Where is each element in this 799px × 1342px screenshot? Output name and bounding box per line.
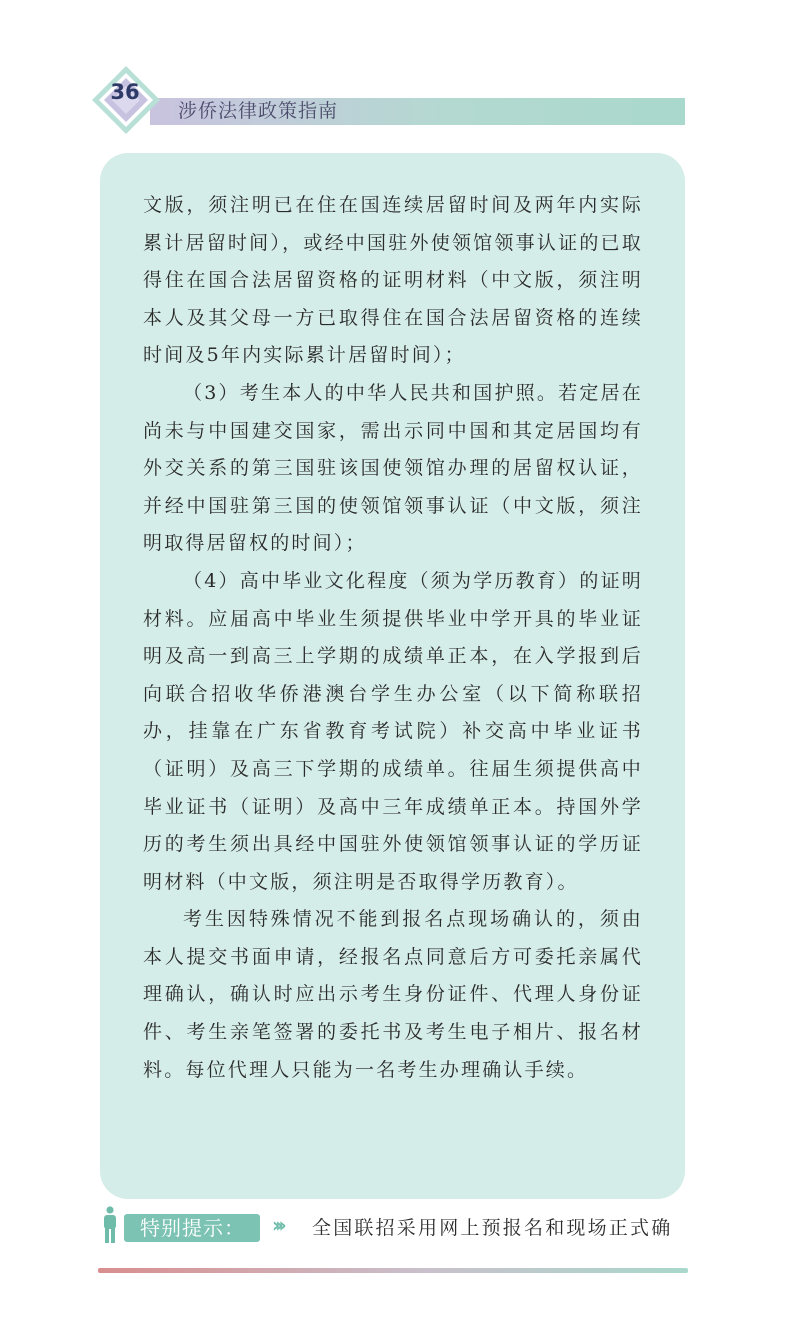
page-header (0, 0, 799, 140)
bottom-divider (98, 1268, 688, 1273)
chevron-right-icon: ››› (272, 1213, 282, 1237)
tip-text: 全国联招采用网上预报名和现场正式确 (312, 1217, 673, 1239)
paragraph: （4）高中毕业文化程度（须为学历教育）的证明材料。应届高中毕业生须提供毕业中学开具的毕业证明及高一到高三上学期的成绩单正本，在入学报到后向联合招收华侨港澳台学生办公室（以下简称联招办，挂靠在广东省教育考试院）补交高中毕业证书（证明）及高三下学期的成绩单。往届生须提供高中毕业证书（证明）及高中三年成绩单正本。持国外学历的考生须出具经中国驻外使领馆领事认证的学历证明材料（中文版，须注明是否取得学历教育）。 (143, 569, 643, 893)
body-text (143, 187, 643, 1089)
paragraph: 文版，须注明已在住在国连续居留时间及两年内实际累计居留时间），或经中国驻外使领馆领事认证的已取得住在国合法居留资格的证明材料（中文版，须注明本人及其父母一方已取得住在国合法居留资格的连续时间及5年内实际累计居留时间）； (143, 194, 643, 367)
person-icon (100, 1206, 120, 1244)
page-number: 36 (110, 80, 140, 104)
header-title: 涉侨法律政策指南 (178, 100, 339, 122)
paragraph: 考生因特殊情况不能到报名点现场确认的，须由本人提交书面申请，经报名点同意后方可委托亲属代理确认，确认时应出示考生身份证件、代理人身份证件、考生亲笔签署的委托书及考生电子相片、报名材料。每位代理人只能为一名考生办理确认手续。 (143, 908, 643, 1081)
paragraph: （3）考生本人的中华人民共和国护照。若定居在尚未与中国建交国家，需出示同中国和其定居国均有外交关系的第三国驻该国使领馆办理的居留权认证，并经中国驻第三国的使领馆领事认证（中文版，须注明取得居留权的时间）； (143, 381, 643, 555)
tip-label: 特别提示： (140, 1216, 245, 1240)
special-tip (100, 1206, 700, 1246)
